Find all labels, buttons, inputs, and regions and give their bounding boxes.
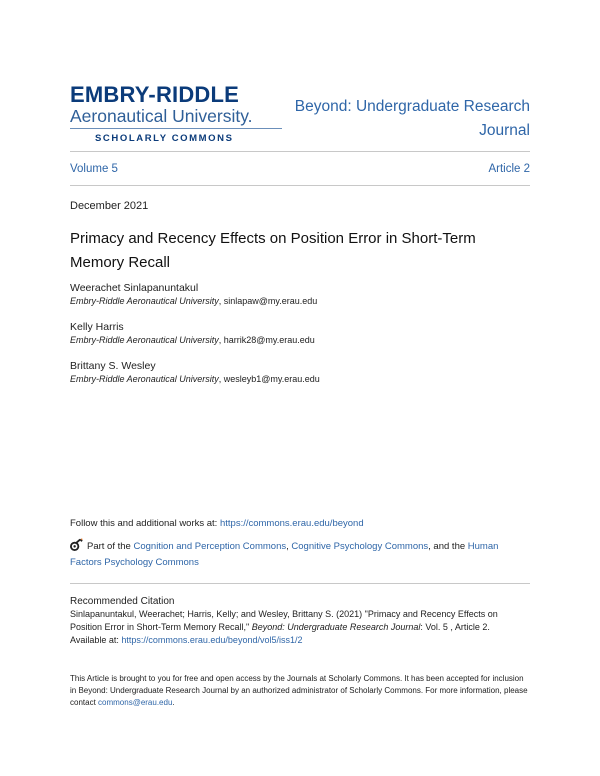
recommended-citation <box>70 595 530 647</box>
article-title: Primacy and Recency Effects on Position Error in Short-Term Memory Recall <box>70 230 476 271</box>
author-affiliation: Embry-Riddle Aeronautical University <box>70 296 219 306</box>
follow-text: Follow this and additional works at: <box>70 518 220 529</box>
author-entry <box>70 282 530 308</box>
author-list <box>70 282 530 399</box>
citation-heading: Recommended Citation <box>70 596 175 607</box>
author-affiliation-line: Embry-Riddle Aeronautical University, sinlapaw@my.erau.edu <box>70 296 318 306</box>
logo-line1: EMBRY-RIDDLE <box>70 82 240 107</box>
logo-divider <box>70 128 282 129</box>
part-of-prefix: Part of the <box>87 541 134 552</box>
open-access-notice <box>70 673 530 709</box>
author-email[interactable]: harrik28@my.erau.edu <box>223 335 315 345</box>
citation-volume: : Vol. 5 , Article 2. <box>420 622 490 632</box>
notice-end: . <box>172 698 175 707</box>
author-name: Weerachet Sinlapanuntakul <box>70 282 199 294</box>
divider <box>70 151 530 152</box>
erau-logo[interactable] <box>70 84 290 144</box>
volume-link[interactable]: Volume 5 <box>70 163 118 175</box>
author-entry <box>70 321 530 347</box>
cognition-perception-link[interactable]: Cognition and Perception Commons <box>133 541 287 552</box>
logo-line2: Aeronautical University. <box>70 106 253 126</box>
citation-journal: Beyond: Undergraduate Research Journal <box>251 622 421 632</box>
author-affiliation: Embry-Riddle Aeronautical University <box>70 374 219 384</box>
author-email[interactable]: wesleyb1@my.erau.edu <box>223 374 320 384</box>
follow-url-link[interactable]: https://commons.erau.edu/beyond <box>219 518 364 529</box>
author-name: Brittany S. Wesley <box>70 360 156 372</box>
citation-url-link[interactable]: https://commons.erau.edu/beyond/vol5/iss1/2 <box>121 635 303 645</box>
author-entry <box>70 360 530 386</box>
publication-date: December 2021 <box>70 200 149 212</box>
separator: , and the <box>428 541 468 552</box>
human-factors-psychology-link[interactable]: Human Factors Psychology Commons <box>70 541 499 568</box>
open-access-icon <box>70 538 83 551</box>
author-affiliation: Embry-Riddle Aeronautical University <box>70 335 219 345</box>
article-link[interactable]: Article 2 <box>488 163 530 175</box>
citation-authors: Sinlapanuntakul, Weerachet; Harris, Kelly; and Wesley, Brittany S. (2021) "Primacy and Recency Effects on Position Error in Short-Term Memory Recall," <box>70 609 498 632</box>
divider <box>70 583 530 584</box>
author-affiliation-line: Embry-Riddle Aeronautical University, wesleyb1@my.erau.edu <box>70 374 320 384</box>
journal-title-link[interactable]: Beyond: Undergraduate Research Journal <box>294 98 530 139</box>
cognitive-psychology-link[interactable]: Cognitive Psychology Commons <box>291 541 429 552</box>
part-of-line <box>70 538 530 571</box>
citation-available-label: Available at: <box>70 635 122 645</box>
separator: , <box>286 541 292 552</box>
author-email[interactable]: sinlapaw@my.erau.edu <box>223 296 318 306</box>
notice-text: This Article is brought to you for free and open access by the Journals at Scholarly Commons. It has been accepted for inclusion in Beyond: Undergraduate Research Journal by an authorized administrator of Scholarly Commons. For more information, please contact <box>70 674 528 707</box>
follow-line <box>70 518 530 529</box>
citation-body <box>70 608 530 647</box>
author-name: Kelly Harris <box>70 321 124 333</box>
logo-tagline: SCHOLARLY COMMONS <box>95 133 234 144</box>
divider <box>70 185 530 186</box>
contact-email-link[interactable]: commons@erau.edu <box>98 698 173 707</box>
author-affiliation-line: Embry-Riddle Aeronautical University, harrik28@my.erau.edu <box>70 335 315 345</box>
